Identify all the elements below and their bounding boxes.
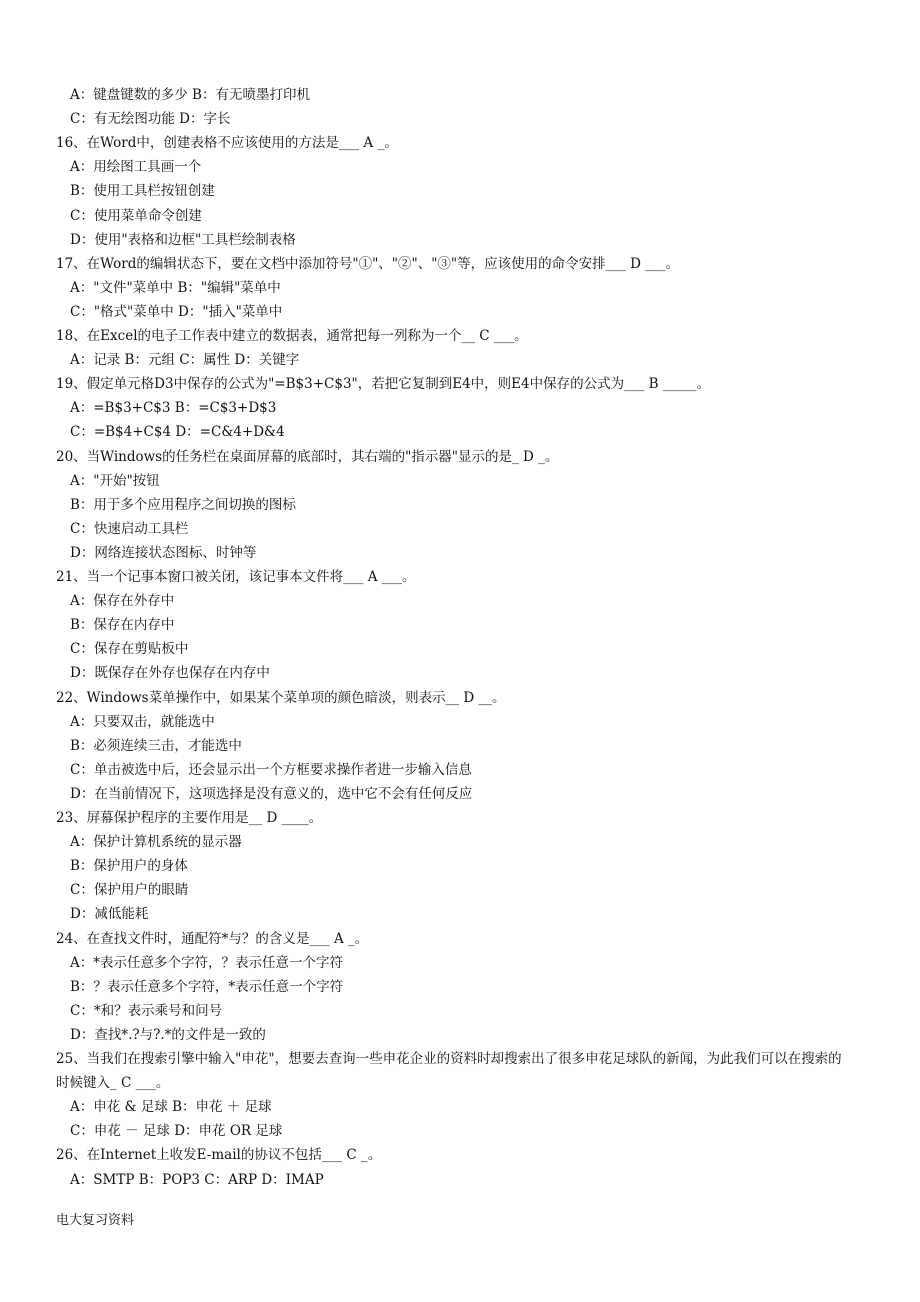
option-line: C：申花 － 足球 D：申花 OR 足球 (70, 1123, 283, 1140)
question-line: 16、在Word中，创建表格不应该使用的方法是___ A _。 (56, 135, 398, 152)
option-line: B：保存在内存中 (70, 617, 175, 634)
option-line: D：查找*.?与?.*的文件是一致的 (70, 1026, 266, 1043)
option-line: D：减低能耗 (70, 906, 149, 923)
option-line: A：=B$3+C$3 B：=C$3+D$3 (70, 400, 277, 417)
question-line: 24、在查找文件时，通配符*与？的含义是___ A _。 (56, 930, 369, 947)
option-line: A："文件"菜单中 B："编辑"菜单中 (70, 279, 281, 296)
option-line: C：保存在剪贴板中 (70, 641, 189, 658)
option-line: D：既保存在外存也保存在内存中 (70, 665, 270, 682)
option-line: C：单击被选中后，还会显示出一个方框要求操作者进一步输入信息 (70, 761, 472, 778)
option-line: C：*和？表示乘号和问号 (70, 1002, 223, 1019)
option-line: D：使用"表格和边框"工具栏绘制表格 (70, 231, 296, 248)
option-line: B：用于多个应用程序之间切换的图标 (70, 496, 296, 513)
question-line: 17、在Word的编辑状态下，要在文档中添加符号"①"、"②"、"③"等，应该使用的命令安排___ D ___。 (56, 255, 680, 272)
question-line: 19、假定单元格D3中保存的公式为"=B$3+C$3"，若把它复制到E4中，则E4中保存的公式为___ B _____。 (56, 376, 711, 393)
option-line: A：SMTP B：POP3 C：ARP D：IMAP (70, 1171, 324, 1188)
option-line: B：必须连续三击，才能选中 (70, 737, 242, 754)
option-line: B：使用工具栏按钮创建 (70, 183, 215, 200)
option-line: C："格式"菜单中 D："插入"菜单中 (70, 303, 283, 320)
question-line: 18、在Excel的电子工作表中建立的数据表，通常把每一列称为一个__ C ___。 (56, 328, 528, 344)
question-line: 22、Windows菜单操作中，如果某个菜单项的颜色暗淡，则表示__ D __。 (56, 689, 506, 706)
option-line: A：*表示任意多个字符，？表示任意一个字符 (70, 954, 343, 971)
page-footer: 电大复习资料 (56, 1213, 135, 1228)
question-line: 23、屏幕保护程序的主要作用是__ D ____。 (56, 810, 323, 826)
option-line: C：快速启动工具栏 (70, 520, 189, 537)
option-line: A：保存在外存中 (70, 593, 175, 610)
option-line: C：保护用户的眼睛 (70, 882, 189, 899)
option-line: A：记录 B：元组 C：属性 D：关键字 (70, 352, 300, 369)
question-line: 20、当Windows的任务栏在桌面屏幕的底部时，其右端的"指示器"显示的是_ D _。 (56, 448, 559, 465)
option-line: C：使用菜单命令创建 (70, 207, 202, 224)
option-line: A：只要双击，就能选中 (70, 713, 215, 730)
option-line: D：在当前情况下，这项选择是没有意义的，选中它不会有任何反应 (70, 785, 473, 802)
question-line: 26、在Internet上收发E-mail的协议不包括___ C _。 (56, 1147, 382, 1164)
question-line: 25、当我们在搜索引擎中输入"申花"，想要去查询一些申花企业的资料时却搜索出了很多申花足球队的新闻，为此我们可以在搜索的 (56, 1051, 842, 1067)
question-line: 21、当一个记事本窗口被关闭，该记事本文件将___ A ___。 (56, 569, 416, 585)
option-line: D：网络连接状态图标、时钟等 (70, 544, 257, 561)
option-line: A："开始"按钮 (70, 472, 160, 489)
option-line: C：有无绘图功能 D：字长 (70, 111, 231, 128)
option-line: B：？表示任意多个字符，*表示任意一个字符 (70, 978, 344, 995)
option-line: C：=B$4+C$4 D：=C&4+D&4 (70, 424, 285, 441)
option-line: A：申花 & 足球 B：申花 ＋ 足球 (70, 1099, 272, 1116)
option-line: A：键盘键数的多少 B：有无喷墨打印机 (70, 87, 310, 103)
question-line: 时候键入_ C ___。 (56, 1075, 170, 1092)
option-line: A：用绘图工具画一个 (70, 159, 202, 176)
option-line: B：保护用户的身体 (70, 858, 188, 875)
option-line: A：保护计算机系统的显示器 (70, 834, 242, 851)
